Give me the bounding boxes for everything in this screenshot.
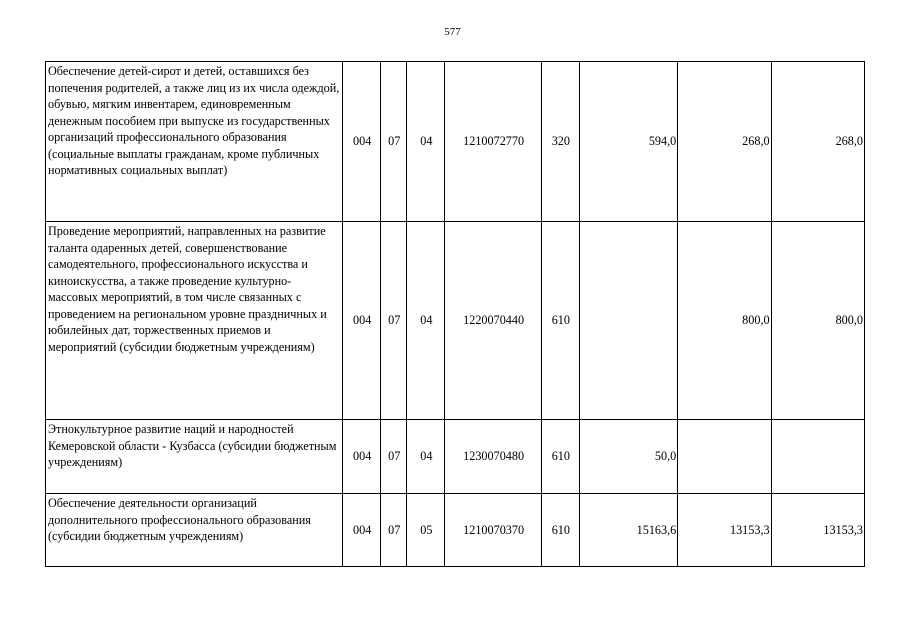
amount-year1-cell [579,222,677,420]
section-code-cell: 07 [381,222,407,420]
target-article-cell: 1210072770 [445,62,541,222]
target-article-cell: 1230070480 [445,420,541,494]
budget-table [45,61,865,567]
section-code-cell: 07 [381,62,407,222]
page-number: 577 [444,26,461,38]
subsection-code-cell: 04 [407,222,445,420]
expense-name-cell: Обеспечение детей-сирот и детей, оставшихся без попечения родителей, а также лиц из их числа одеждой, обувью, мягким инвентарем, единовременным денежным пособием при выпуске из государственных организаций профессионального образования (социальные выплаты гражданам, кроме публичных нормативных социальных выплат) [46,62,343,222]
target-article-cell: 1220070440 [445,222,541,420]
amount-year2-cell: 800,0 [678,222,771,420]
table-row [46,420,865,494]
section-code-cell: 07 [381,420,407,494]
expense-name-cell: Проведение мероприятий, направленных на развитие таланта одаренных детей, совершенствование самодеятельного, профессионального искусства и киноискусства, а также проведение культурно-массовых мероприятий, в том числе связанных с проведением на региональном уровне праздничных и юбилейных дат, торжественных приемов и мероприятий (субсидии бюджетным учреждениям) [46,222,343,420]
expense-type-cell: 610 [541,222,579,420]
subsection-code-cell: 04 [407,420,445,494]
amount-year2-cell [678,420,771,494]
expense-type-cell: 610 [541,494,579,567]
expense-name-cell: Обеспечение деятельности организаций дополнительного профессионального образования (субсидии бюджетным учреждениям) [46,494,343,567]
amount-year1-cell: 594,0 [579,62,677,222]
grbs-code-cell: 004 [343,494,381,567]
grbs-code-cell: 004 [343,420,381,494]
subsection-code-cell: 05 [407,494,445,567]
table-row [46,62,865,222]
table-row [46,222,865,420]
grbs-code-cell: 004 [343,62,381,222]
grbs-code-cell: 004 [343,222,381,420]
expense-type-cell: 320 [541,62,579,222]
target-article-cell: 1210070370 [445,494,541,567]
amount-year3-cell: 800,0 [771,222,864,420]
section-code-cell: 07 [381,494,407,567]
amount-year3-cell [771,420,864,494]
expense-name-cell: Этнокультурное развитие наций и народностей Кемеровской области - Кузбасса (субсидии бюджетным учреждениям) [46,420,343,494]
amount-year2-cell: 268,0 [678,62,771,222]
amount-year3-cell: 13153,3 [771,494,864,567]
amount-year2-cell: 13153,3 [678,494,771,567]
expense-type-cell: 610 [541,420,579,494]
amount-year1-cell: 50,0 [579,420,677,494]
table-row [46,494,865,567]
subsection-code-cell: 04 [407,62,445,222]
amount-year3-cell: 268,0 [771,62,864,222]
amount-year1-cell: 15163,6 [579,494,677,567]
